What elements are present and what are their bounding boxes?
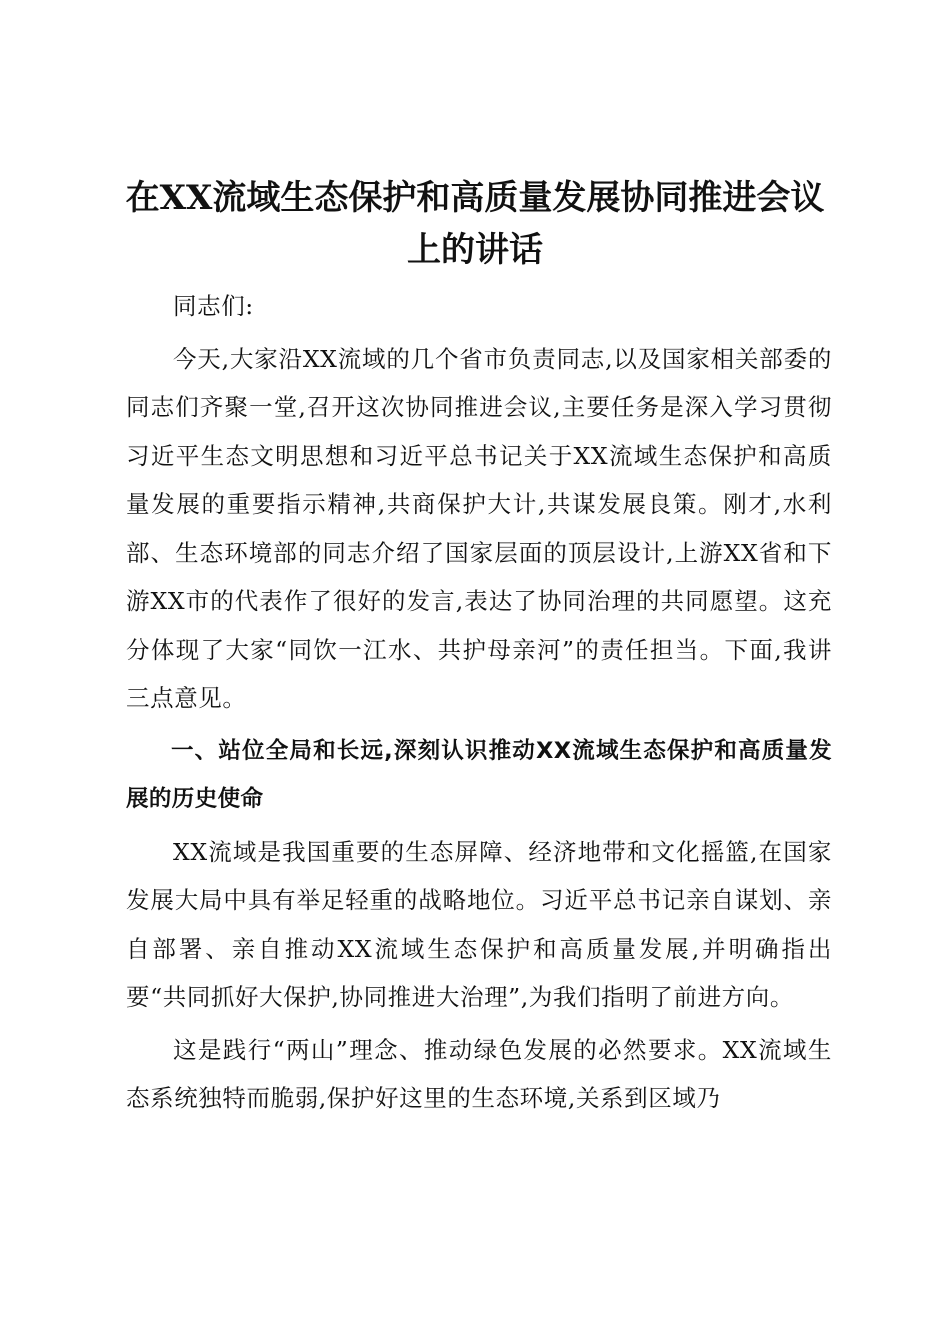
paragraph-two-mountains: 这是践行“两山”理念、推动绿色发展的必然要求。XX流域生态系统独特而脆弱,保护好这里的生态环境,关系到区域乃 — [126, 1035, 832, 1112]
document-body — [126, 282, 832, 1123]
salutation: 同志们: — [173, 292, 254, 320]
section-heading-1: 一、站位全局和长远,深刻认识推动XX流域生态保护和高质量发展的历史使命 — [126, 737, 832, 812]
paragraph-opening: 今天,大家沿XX流域的几个省市负责同志,以及国家相关部委的同志们齐聚一堂,召开这次协同推进会议,主要任务是深入学习贯彻习近平生态文明思想和习近平总书记关于XX流域生态保护和高质量发展的重要指示精神,共商保护大计,共谋发展良策。刚才,水利部、生态环境部的同志介绍了国家层面的顶层设计,上游XX省和下游XX市的代表作了很好的发言,表达了协同治理的共同愿望。这充分体现了大家“同饮一江水、共护母亲河”的责任担当。下面,我讲三点意见。 — [126, 344, 832, 712]
paragraph-strategic-position: XX流域是我国重要的生态屏障、经济地带和文化摇篮,在国家发展大局中具有举足轻重的战略地位。习近平总书记亲自谋划、亲自部署、亲自推动XX流域生态保护和高质量发展,并明确指出要“共同抓好大保护,协同推进大治理”,为我们指明了前进方向。 — [126, 837, 832, 1011]
document-title: 在XX流域生态保护和高质量发展协同推进会议上的讲话 — [125, 178, 825, 270]
